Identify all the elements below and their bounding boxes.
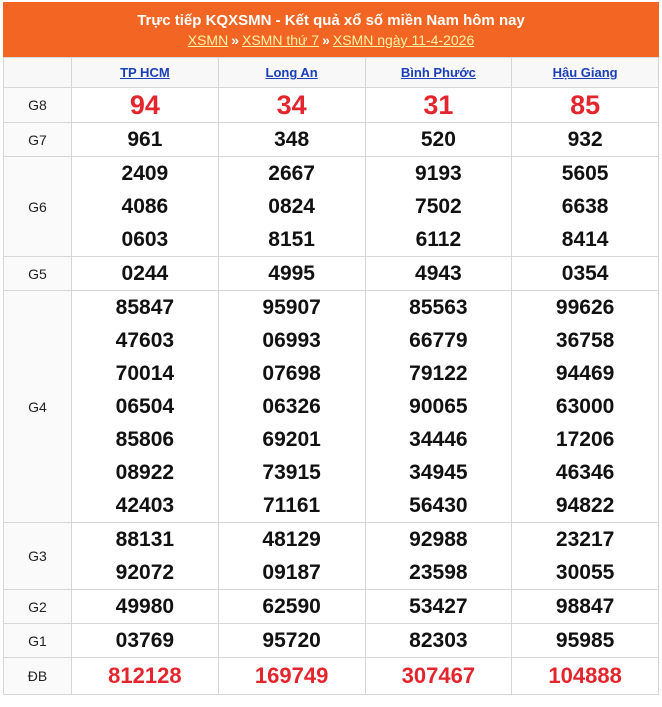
prize-number: 4086 <box>121 195 169 218</box>
prize-cell <box>72 257 219 291</box>
prize-number: 0354 <box>561 262 609 285</box>
results-widget <box>3 2 659 695</box>
prize-number: 307467 <box>401 663 476 688</box>
prize-number: 5605 <box>561 162 609 185</box>
prize-number: 520 <box>420 128 456 151</box>
prize-number: 66779 <box>409 329 468 352</box>
prize-number: 0244 <box>121 262 169 285</box>
prize-number: 94469 <box>555 362 615 385</box>
breadcrumb-separator: » <box>231 32 239 48</box>
prize-number: 53427 <box>409 595 468 618</box>
prize-number: 31 <box>423 90 454 120</box>
prize-number: 169749 <box>254 663 329 688</box>
prize-number: 63000 <box>555 395 615 418</box>
prize-number: 62590 <box>262 595 321 618</box>
prize-cell <box>72 590 219 624</box>
prize-row <box>4 123 659 157</box>
province-header <box>365 58 512 88</box>
prize-number: 7502 <box>415 195 462 218</box>
page-title: Trực tiếp KQXSMN - Kết quả xổ số miền Nam hôm nay <box>137 12 525 29</box>
prize-row <box>4 624 659 658</box>
prize-number: 36758 <box>555 329 615 352</box>
prize-number: 6112 <box>415 228 462 251</box>
results-header <box>3 2 659 57</box>
prize-number: 46346 <box>555 461 615 484</box>
prize-number: 34945 <box>409 461 468 484</box>
province-link-long-an[interactable]: Long An <box>265 65 318 80</box>
prize-number: 85563 <box>409 296 468 319</box>
prize-number: 30055 <box>555 561 615 584</box>
province-header-row <box>4 58 659 88</box>
prize-number: 07698 <box>262 362 321 385</box>
prize-cell <box>512 88 659 123</box>
prize-cell <box>72 624 219 658</box>
prize-number: 812128 <box>108 663 182 688</box>
prize-cell <box>512 624 659 658</box>
prize-cell <box>72 658 219 695</box>
prize-number: 4943 <box>415 262 462 285</box>
prize-number: 73915 <box>262 461 321 484</box>
prize-cell <box>218 257 365 291</box>
prize-number: 8151 <box>268 228 315 251</box>
prize-number: 95907 <box>262 296 321 319</box>
breadcrumb <box>3 31 659 49</box>
breadcrumb-separator: » <box>322 32 330 48</box>
prize-label: G2 <box>4 590 72 624</box>
prize-number: 69201 <box>262 428 321 451</box>
prize-number: 17206 <box>555 428 615 451</box>
prize-number: 4995 <box>268 262 315 285</box>
prize-number: 06993 <box>262 329 321 352</box>
prize-cell <box>218 590 365 624</box>
prize-cell <box>365 523 512 590</box>
province-link-binh-phuoc[interactable]: Bình Phước <box>400 65 476 80</box>
prize-number: 49980 <box>115 595 175 618</box>
prize-number: 98847 <box>555 595 615 618</box>
prize-cell <box>365 257 512 291</box>
prize-cell <box>365 658 512 695</box>
prize-number: 06326 <box>262 395 321 418</box>
province-link-tp-hcm[interactable]: TP HCM <box>120 65 170 80</box>
prize-number: 95720 <box>262 629 321 652</box>
prize-number: 09187 <box>262 561 321 584</box>
breadcrumb-xsmn-date[interactable]: XSMN ngày 11-4-2026 <box>332 32 475 48</box>
province-header <box>512 58 659 88</box>
prize-cell <box>512 658 659 695</box>
prize-cell <box>512 523 659 590</box>
prize-cell <box>218 88 365 123</box>
prize-row <box>4 88 659 123</box>
prize-number: 6638 <box>561 195 609 218</box>
prize-number: 23217 <box>555 528 615 551</box>
prize-number: 104888 <box>548 663 622 688</box>
prize-number: 0824 <box>268 195 315 218</box>
prize-cell <box>218 624 365 658</box>
prize-cell <box>72 88 219 123</box>
prize-row <box>4 291 659 523</box>
prize-label: G7 <box>4 123 72 157</box>
results-body <box>4 88 659 695</box>
prize-number: 92988 <box>409 528 468 551</box>
prize-cell <box>365 123 512 157</box>
prize-number: 88131 <box>115 528 175 551</box>
prize-number: 94 <box>129 90 160 120</box>
prize-label: G4 <box>4 291 72 523</box>
prize-number: 70014 <box>115 362 175 385</box>
prize-number: 06504 <box>115 395 175 418</box>
prize-number: 92072 <box>115 561 175 584</box>
prize-column-header <box>4 58 72 88</box>
prize-number: 08922 <box>115 461 175 484</box>
prize-number: 03769 <box>115 629 175 652</box>
prize-row <box>4 257 659 291</box>
prize-label: G6 <box>4 157 72 257</box>
prize-number: 34 <box>276 90 307 120</box>
results-table <box>3 57 659 695</box>
prize-cell <box>365 88 512 123</box>
prize-cell <box>512 291 659 523</box>
prize-number: 932 <box>567 128 603 151</box>
breadcrumb-xsmn[interactable]: XSMN <box>187 32 229 48</box>
prize-number: 85847 <box>115 296 175 319</box>
province-header <box>218 58 365 88</box>
prize-cell <box>365 291 512 523</box>
prize-cell <box>218 523 365 590</box>
prize-label: ĐB <box>4 658 72 695</box>
prize-cell <box>512 257 659 291</box>
prize-label: G1 <box>4 624 72 658</box>
prize-cell <box>365 157 512 257</box>
prize-number: 961 <box>127 128 163 151</box>
prize-number: 48129 <box>262 528 321 551</box>
prize-cell <box>512 590 659 624</box>
prize-cell <box>512 157 659 257</box>
prize-number: 79122 <box>409 362 468 385</box>
prize-number: 47603 <box>115 329 175 352</box>
prize-cell <box>512 123 659 157</box>
prize-number: 71161 <box>263 494 321 517</box>
prize-number: 42403 <box>115 494 175 517</box>
prize-cell <box>218 291 365 523</box>
prize-number: 90065 <box>409 395 468 418</box>
prize-cell <box>72 291 219 523</box>
prize-number: 95985 <box>555 629 615 652</box>
prize-number: 2409 <box>121 162 169 185</box>
prize-row <box>4 523 659 590</box>
prize-row <box>4 590 659 624</box>
prize-cell <box>72 523 219 590</box>
prize-row <box>4 157 659 257</box>
prize-number: 0603 <box>121 228 169 251</box>
prize-cell <box>218 157 365 257</box>
prize-number: 23598 <box>409 561 468 584</box>
prize-cell <box>72 157 219 257</box>
prize-label: G5 <box>4 257 72 291</box>
prize-number: 34446 <box>409 428 468 451</box>
prize-label: G3 <box>4 523 72 590</box>
prize-cell <box>365 590 512 624</box>
prize-number: 9193 <box>415 162 462 185</box>
breadcrumb-xsmn-weekday[interactable]: XSMN thứ 7 <box>242 32 320 48</box>
province-link-hau-giang[interactable]: Hậu Giang <box>552 65 618 80</box>
prize-number: 56430 <box>409 494 468 517</box>
province-header <box>72 58 219 88</box>
prize-cell <box>72 123 219 157</box>
prize-number: 348 <box>274 128 310 151</box>
prize-number: 82303 <box>409 629 468 652</box>
prize-cell <box>218 658 365 695</box>
prize-number: 99626 <box>555 296 615 319</box>
prize-row <box>4 658 659 695</box>
prize-number: 8414 <box>561 228 609 251</box>
prize-number: 85 <box>570 90 601 120</box>
prize-cell <box>218 123 365 157</box>
prize-number: 85806 <box>115 428 175 451</box>
prize-number: 94822 <box>555 494 615 517</box>
prize-label: G8 <box>4 88 72 123</box>
prize-cell <box>365 624 512 658</box>
prize-number: 2667 <box>268 162 315 185</box>
